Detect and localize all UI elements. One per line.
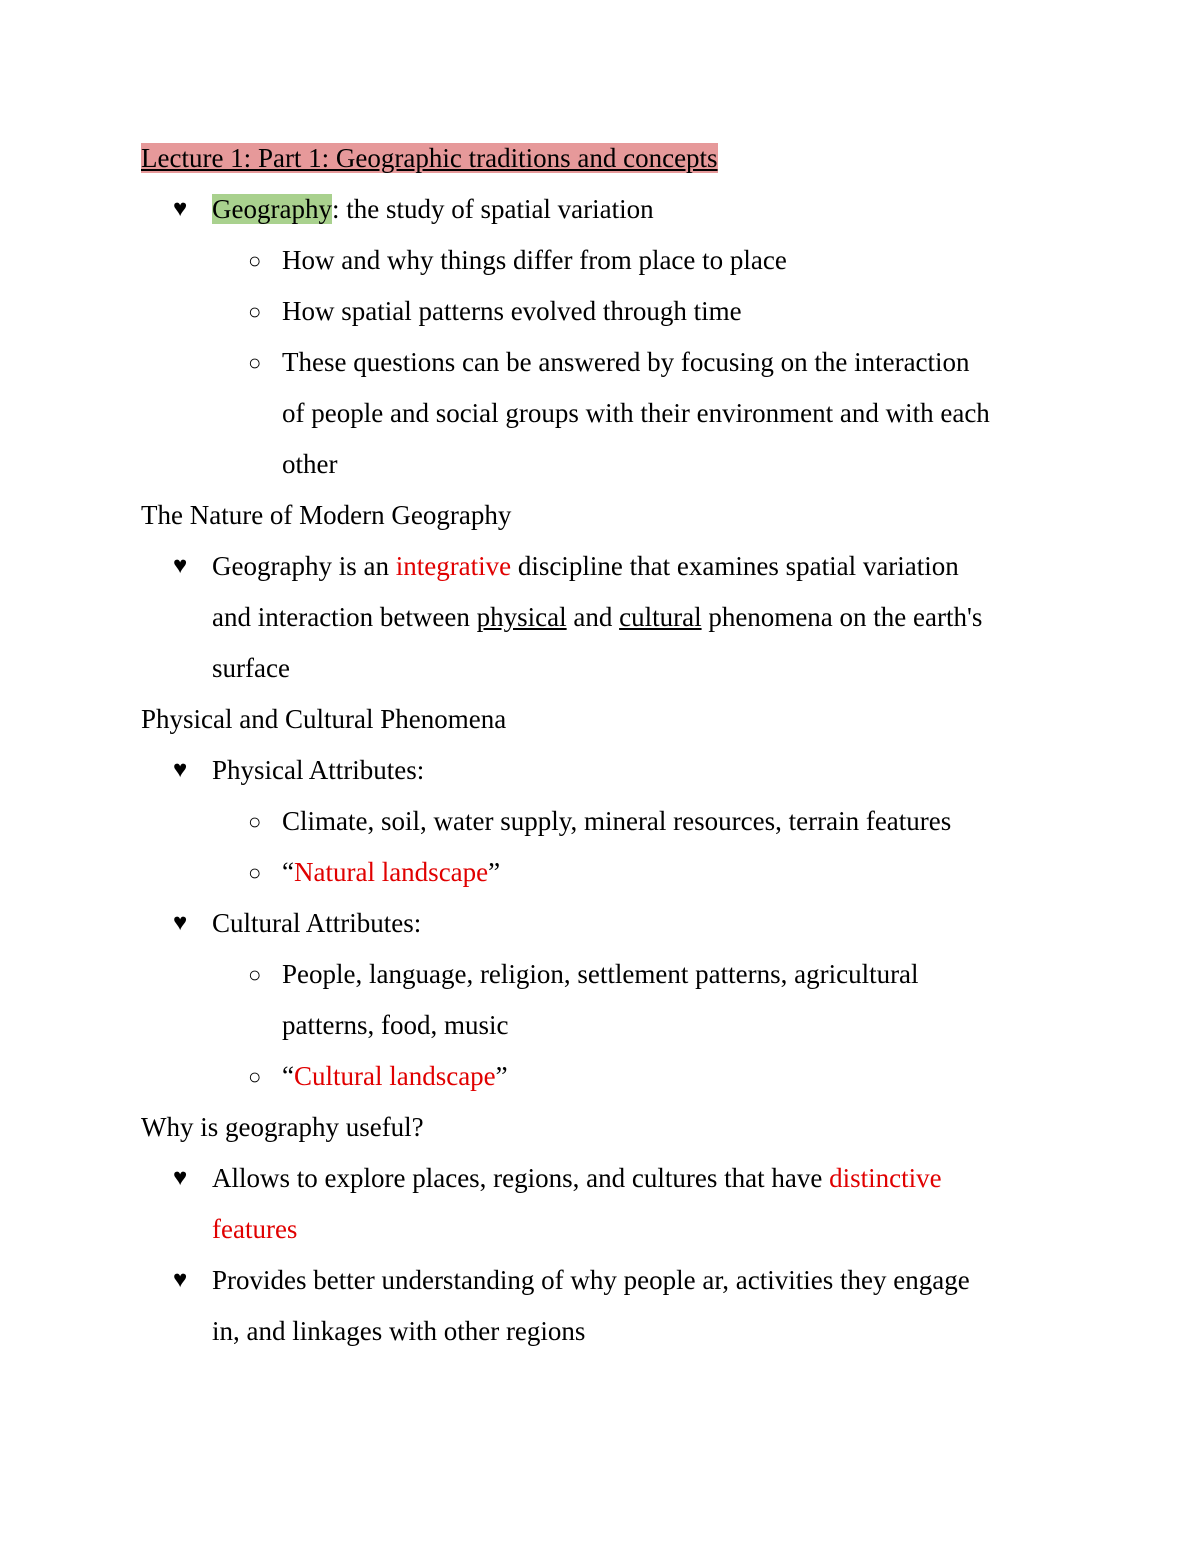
list-item [141,1255,1081,1306]
sub-list-item [141,847,1081,898]
sub-list-item [141,1051,1081,1102]
circle-bullet-icon: ○ [248,809,262,834]
heart-bullet-icon: ♥ [173,1267,188,1293]
emphasis-natural-landscape: Natural landscape [293,857,489,887]
heart-bullet-icon: ♥ [173,910,188,936]
item-text: in, and linkages with other regions [212,1316,586,1346]
item-text: and [566,602,620,632]
list-item [141,745,1081,796]
sub-list-item [141,796,1081,847]
open-quote: “ [282,1061,294,1091]
item-text: discipline that examines spatial variation [511,551,959,581]
emphasis-integrative: integrative [395,551,512,581]
emphasis-distinctive: distinctive [829,1163,942,1193]
circle-bullet-icon: ○ [248,860,262,885]
close-quote: ” [488,857,501,887]
sub-list-item-continuation [141,388,1081,439]
list-item-continuation [141,643,1081,694]
heart-bullet-icon: ♥ [173,1165,188,1191]
sub-item-text: These questions can be answered by focusing on the interaction [282,347,970,377]
lecture-title-line [141,133,1081,184]
item-text: phenomena on the earth's [701,602,983,632]
circle-bullet-icon: ○ [248,1064,262,1089]
section-heading-phenomena: Physical and Cultural Phenomena [141,704,507,734]
list-item [141,898,1081,949]
list-item [141,1153,1081,1204]
sub-list-item-continuation [141,439,1081,490]
heart-bullet-icon: ♥ [173,196,188,222]
circle-bullet-icon: ○ [248,299,262,324]
list-item-continuation [141,1204,1081,1255]
sub-list-item [141,337,1081,388]
circle-bullet-icon: ○ [248,248,262,273]
term-geography: Geography [212,194,332,224]
list-item [141,184,1081,235]
circle-bullet-icon: ○ [248,962,262,987]
sub-item-text: patterns, food, music [282,1010,509,1040]
close-quote: ” [495,1061,508,1091]
section-heading-why-useful: Why is geography useful? [141,1112,424,1142]
item-text: Cultural Attributes: [212,908,422,938]
sub-item-text: How spatial patterns evolved through time [282,296,742,326]
sub-list-item-continuation [141,1000,1081,1051]
definition-text: : the study of spatial variation [331,194,654,224]
item-text: Geography is an [212,551,396,581]
open-quote: “ [282,857,294,887]
sub-item-text: People, language, religion, settlement patterns, agricultural [282,959,919,989]
heart-bullet-icon: ♥ [173,757,188,783]
lecture-title: Lecture 1: Part 1: Geographic traditions and concepts [141,143,718,173]
sub-item-text: Climate, soil, water supply, mineral resources, terrain features [282,806,952,836]
list-item [141,541,1081,592]
circle-bullet-icon: ○ [248,350,262,375]
item-text: Provides better understanding of why people ar, activities they engage [212,1265,970,1295]
list-item-continuation [141,1306,1081,1357]
sub-list-item [141,949,1081,1000]
item-text: Allows to explore places, regions, and cultures that have [212,1163,830,1193]
sub-item-text: How and why things differ from place to place [282,245,787,275]
sub-item-text: of people and social groups with their environment and with each [282,398,990,428]
heart-bullet-icon: ♥ [173,553,188,579]
item-text: Physical Attributes: [212,755,425,785]
section-heading-modern-geography: The Nature of Modern Geography [141,500,512,530]
document-content [141,133,1081,1357]
emphasis-cultural-landscape: Cultural landscape [293,1061,496,1091]
item-text: surface [212,653,290,683]
underlined-physical: physical [476,602,567,632]
list-item-continuation [141,592,1081,643]
emphasis-features: features [212,1214,298,1244]
sub-item-text: other [282,449,338,479]
sub-list-item [141,235,1081,286]
sub-list-item [141,286,1081,337]
underlined-cultural: cultural [619,602,702,632]
item-text: and interaction between [212,602,477,632]
